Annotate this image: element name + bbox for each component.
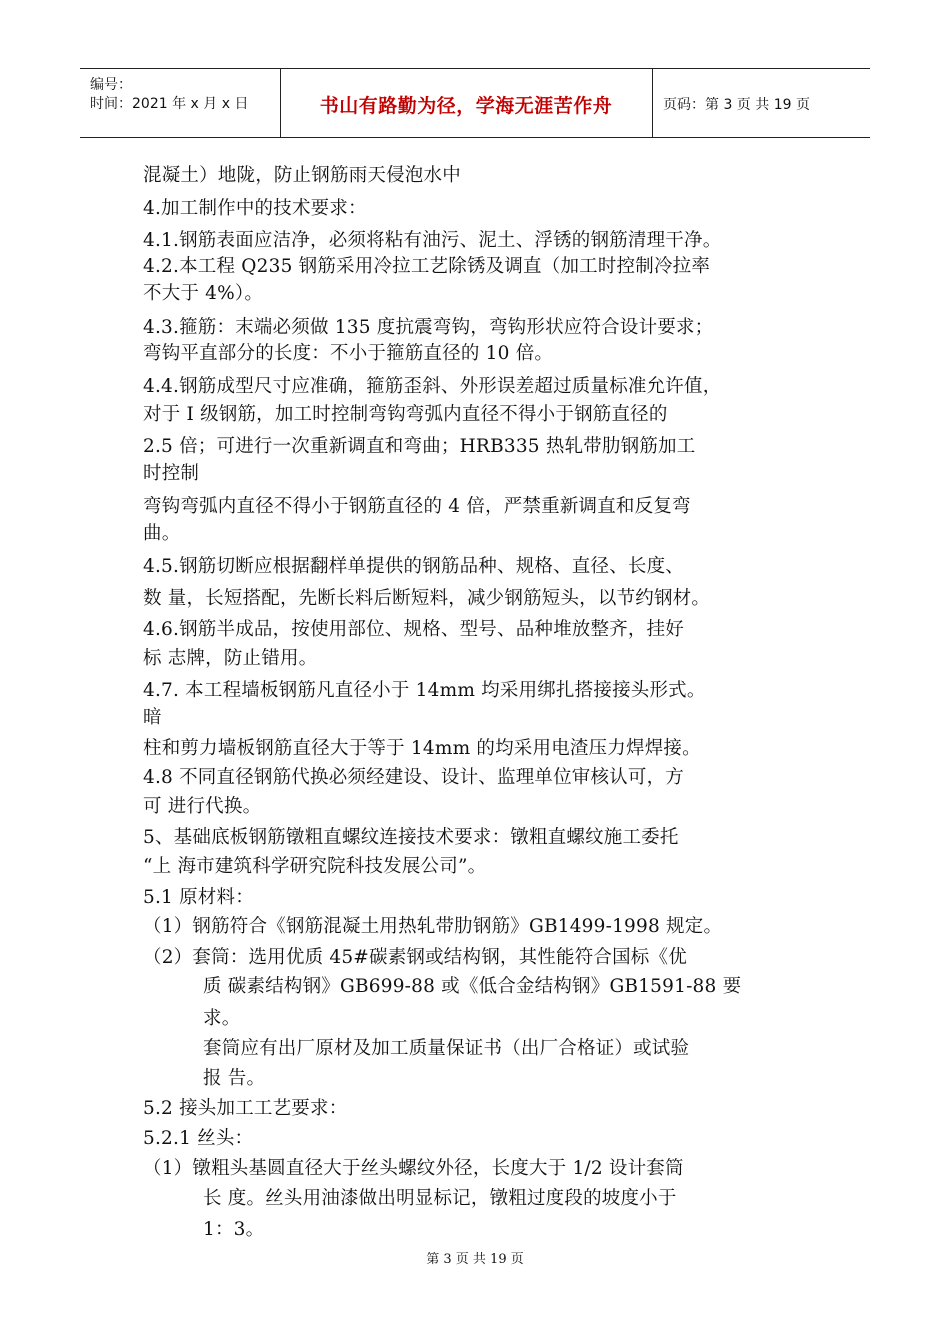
list-item: （1）镦粗头基圆直径大于丝头螺纹外径，长度大于 1/2 设计套筒 bbox=[143, 1158, 684, 1179]
text-line: 套筒应有出厂原材及加工质量保证书（出厂合格证）或试验 bbox=[203, 1038, 690, 1059]
text-line: 可 进行代换。 bbox=[143, 796, 262, 817]
text-line: “上 海市建筑科学研究院科技发展公司”。 bbox=[143, 856, 487, 877]
text-line: 4.4.钢筋成型尺寸应准确，箍筋歪斜、外形误差超过质量标准允许值， bbox=[143, 376, 722, 397]
text-line: 长 度。丝头用油漆做出明显标记，镦粗过度段的坡度小于 bbox=[203, 1188, 677, 1209]
text-line: 4.3.箍筋：末端必须做 135 度抗震弯钩，弯钩形状应符合设计要求； bbox=[143, 317, 714, 338]
text-line: 柱和剪力墙板钢筋直径大于等于 14mm 的均采用电渣压力焊焊接。 bbox=[143, 738, 701, 759]
list-item: （1）钢筋符合《钢筋混凝土用热轧带肋钢筋》GB1499-1998 规定。 bbox=[143, 916, 723, 937]
text-line: 数 量，长短搭配，先断长料后断短料，减少钢筋短头，以节约钢材。 bbox=[143, 588, 711, 609]
text-line: 弯钩平直部分的长度：不小于箍筋直径的 10 倍。 bbox=[143, 343, 554, 364]
text-line: 弯钩弯弧内直径不得小于钢筋直径的 4 倍，严禁重新调直和反复弯 bbox=[143, 496, 691, 517]
text-line: 曲。 bbox=[143, 523, 181, 544]
text-line: 4.5.钢筋切断应根据翻样单提供的钢筋品种、规格、直径、长度、 bbox=[143, 556, 685, 577]
header-motto: 书山有路勤为径，学海无涯苦作舟 bbox=[319, 95, 613, 117]
section-heading: 5.1 原材料： bbox=[143, 887, 254, 908]
document-number: 编号： bbox=[90, 77, 132, 93]
text-line: 4.1.钢筋表面应洁净，必须将粘有油污、泥土、浮锈的钢筋清理干净。 bbox=[143, 230, 722, 251]
text-line: 时控制 bbox=[143, 463, 200, 484]
page-footer: 第 3 页 共 19 页 bbox=[426, 1252, 524, 1267]
section-heading: 5.2.1 丝头： bbox=[143, 1128, 254, 1149]
text-line: 标 志牌，防止错用。 bbox=[143, 648, 318, 669]
text-line: 不大于 4%）。 bbox=[143, 283, 264, 304]
list-item: （2）套筒：选用优质 45#碳素钢或结构钢，其性能符合国标《优 bbox=[143, 947, 687, 968]
text-line: 对于 I 级钢筋，加工时控制弯钩弯弧内直径不得小于钢筋直径的 bbox=[143, 404, 668, 425]
text-line: 质 碳素结构钢》GB699-88 或《低合金结构钢》GB1591-88 要 bbox=[203, 976, 742, 997]
text-line: 1：3。 bbox=[203, 1219, 265, 1240]
text-line: 报 告。 bbox=[203, 1068, 266, 1089]
text-line: 暗 bbox=[143, 707, 162, 728]
text-line: 混凝土）地陇，防止钢筋雨天侵泡水中 bbox=[143, 165, 461, 186]
section-heading: 4.加工制作中的技术要求： bbox=[143, 198, 367, 219]
text-line: 2.5 倍；可进行一次重新调直和弯曲；HRB335 热轧带肋钢筋加工 bbox=[143, 436, 696, 457]
text-line: 4.6.钢筋半成品，按使用部位、规格、型号、品种堆放整齐，挂好 bbox=[143, 619, 685, 640]
document-date: 时间：2021 年 x 月 x 日 bbox=[90, 96, 249, 112]
section-heading: 5、基础底板钢筋镦粗直螺纹连接技术要求：镦粗直螺纹施工委托 bbox=[143, 827, 679, 848]
header-page-info: 页码：第 3 页 共 19 页 bbox=[663, 97, 810, 113]
text-line: 求。 bbox=[203, 1008, 241, 1029]
section-heading: 5.2 接头加工工艺要求： bbox=[143, 1098, 348, 1119]
text-line: 4.7. 本工程墙板钢筋凡直径小于 14mm 均采用绑扎搭接接头形式。 bbox=[143, 680, 706, 701]
text-line: 4.2.本工程 Q235 钢筋采用冷拉工艺除锈及调直（加工时控制冷拉率 bbox=[143, 256, 711, 277]
text-line: 4.8 不同直径钢筋代换必须经建设、设计、监理单位审核认可，方 bbox=[143, 767, 685, 788]
